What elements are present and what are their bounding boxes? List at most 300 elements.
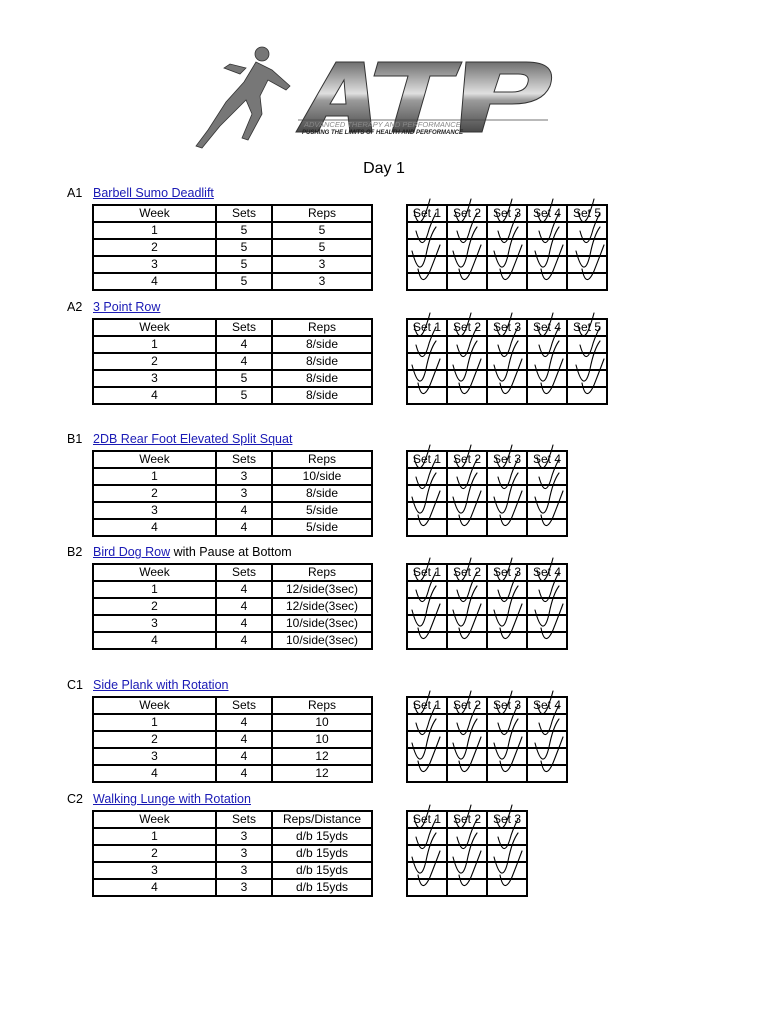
exercise-link[interactable]: Walking Lunge with Rotation — [93, 792, 251, 806]
log-cell[interactable] — [567, 273, 607, 290]
reps-cell: 3 — [272, 273, 372, 290]
plan-row — [93, 519, 372, 536]
log-cell[interactable] — [527, 336, 567, 353]
sets-cell: 4 — [216, 632, 272, 649]
week-cell: 4 — [93, 765, 216, 782]
log-row — [407, 468, 567, 485]
set-header: Set 2 — [447, 564, 487, 581]
log-row — [407, 581, 567, 598]
log-cell[interactable] — [567, 239, 607, 256]
log-cell[interactable] — [487, 353, 527, 370]
reps-cell: 10/side — [272, 468, 372, 485]
log-cell[interactable] — [447, 862, 487, 879]
log-cell[interactable] — [527, 615, 567, 632]
week-cell: 2 — [93, 598, 216, 615]
sets-cell: 4 — [216, 714, 272, 731]
sets-cell: 3 — [216, 828, 272, 845]
log-cell[interactable] — [447, 502, 487, 519]
log-cell[interactable] — [447, 485, 487, 502]
log-cell[interactable] — [407, 748, 447, 765]
log-cell[interactable] — [527, 731, 567, 748]
log-cell[interactable] — [407, 387, 447, 404]
log-cell[interactable] — [527, 748, 567, 765]
log-cell[interactable] — [407, 336, 447, 353]
exercise-note: with Pause at Bottom — [170, 545, 292, 559]
log-cell[interactable] — [407, 598, 447, 615]
week-cell: 2 — [93, 239, 216, 256]
log-cell[interactable] — [407, 879, 447, 896]
plan-table — [92, 318, 373, 405]
log-cell[interactable] — [487, 598, 527, 615]
plan-header-row — [93, 811, 372, 828]
log-cell[interactable] — [487, 845, 527, 862]
log-cell[interactable] — [407, 485, 447, 502]
sets-cell: 4 — [216, 336, 272, 353]
log-row — [407, 519, 567, 536]
plan-row — [93, 239, 372, 256]
plan-table — [92, 450, 373, 537]
set-log-table — [406, 318, 608, 405]
log-cell[interactable] — [447, 765, 487, 782]
log-cell[interactable] — [447, 748, 487, 765]
log-cell[interactable] — [487, 581, 527, 598]
exercise-section — [67, 544, 627, 660]
set-header: Set 4 — [527, 564, 567, 581]
log-cell[interactable] — [407, 273, 447, 290]
week-cell: 2 — [93, 845, 216, 862]
log-cell[interactable] — [407, 519, 447, 536]
log-cell[interactable] — [407, 468, 447, 485]
set-log-table — [406, 810, 528, 897]
log-cell[interactable] — [487, 731, 527, 748]
sets-cell: 5 — [216, 222, 272, 239]
svg-text:ADVANCED THERAPY AND PERFORMAN: ADVANCED THERAPY AND PERFORMANCE — [304, 120, 461, 129]
sets-cell: 3 — [216, 845, 272, 862]
runner-figure-icon — [196, 47, 290, 148]
set-header: Set 2 — [447, 451, 487, 468]
log-cell[interactable] — [567, 222, 607, 239]
exercise-header — [67, 791, 627, 807]
exercise-section — [67, 299, 627, 415]
log-cell[interactable] — [407, 370, 447, 387]
week-cell: 2 — [93, 353, 216, 370]
plan-header-row — [93, 319, 372, 336]
log-cell[interactable] — [447, 598, 487, 615]
exercise-header — [67, 677, 627, 693]
set-header: Set 3 — [487, 205, 527, 222]
log-cell[interactable] — [407, 239, 447, 256]
sets-cell: 4 — [216, 765, 272, 782]
sets-cell: 4 — [216, 502, 272, 519]
set-header: Set 4 — [527, 697, 567, 714]
set-header: Set 4 — [527, 319, 567, 336]
plan-row — [93, 615, 372, 632]
plan-row — [93, 370, 372, 387]
week-cell: 3 — [93, 256, 216, 273]
reps-cell: 8/side — [272, 387, 372, 404]
log-header-row — [407, 811, 527, 828]
log-row — [407, 879, 527, 896]
log-cell[interactable] — [447, 714, 487, 731]
log-cell[interactable] — [407, 714, 447, 731]
plan-header-row — [93, 697, 372, 714]
log-cell[interactable] — [447, 239, 487, 256]
sets-cell: 5 — [216, 370, 272, 387]
week-cell: 1 — [93, 468, 216, 485]
plan-row — [93, 336, 372, 353]
exercise-header — [67, 299, 627, 315]
sets-header: Sets — [216, 564, 272, 581]
week-cell: 1 — [93, 222, 216, 239]
set-log-table — [406, 204, 608, 291]
exercise-section — [67, 677, 627, 793]
exercise-code: C1 — [67, 678, 83, 692]
log-cell[interactable] — [447, 370, 487, 387]
week-cell: 3 — [93, 370, 216, 387]
set-header: Set 1 — [407, 564, 447, 581]
log-cell[interactable] — [527, 239, 567, 256]
set-header: Set 3 — [487, 811, 527, 828]
week-cell: 4 — [93, 273, 216, 290]
log-cell[interactable] — [447, 581, 487, 598]
week-cell: 1 — [93, 581, 216, 598]
reps-cell: 10/side(3sec) — [272, 632, 372, 649]
log-cell[interactable] — [447, 828, 487, 845]
log-cell[interactable] — [527, 370, 567, 387]
exercise-link[interactable]: Side Plank with Rotation — [93, 678, 229, 692]
svg-text:PUSHING THE LIMITS OF HEALTH A: PUSHING THE LIMITS OF HEALTH AND PERFORMANCE — [302, 130, 463, 136]
log-cell[interactable] — [567, 353, 607, 370]
exercise-code: B2 — [67, 545, 83, 559]
log-cell[interactable] — [447, 879, 487, 896]
log-cell[interactable] — [407, 862, 447, 879]
log-cell[interactable] — [447, 731, 487, 748]
reps-cell: d/b 15yds — [272, 879, 372, 896]
reps-cell: 10/side(3sec) — [272, 615, 372, 632]
log-header-row — [407, 319, 607, 336]
log-cell[interactable] — [567, 256, 607, 273]
log-cell[interactable] — [447, 273, 487, 290]
log-cell[interactable] — [567, 387, 607, 404]
log-cell[interactable] — [527, 273, 567, 290]
log-cell[interactable] — [487, 485, 527, 502]
plan-header-row — [93, 564, 372, 581]
sets-cell: 4 — [216, 615, 272, 632]
exercise-link[interactable]: 3 Point Row — [93, 300, 161, 314]
log-row — [407, 731, 567, 748]
reps-cell: 3 — [272, 256, 372, 273]
log-cell[interactable] — [447, 615, 487, 632]
reps-cell: 8/side — [272, 370, 372, 387]
plan-table — [92, 563, 373, 650]
log-cell[interactable] — [407, 845, 447, 862]
log-cell[interactable] — [487, 632, 527, 649]
exercise-header — [67, 185, 627, 201]
exercise-section — [67, 791, 627, 907]
log-header-row — [407, 205, 607, 222]
log-cell[interactable] — [487, 387, 527, 404]
log-header-row — [407, 564, 567, 581]
log-cell[interactable] — [407, 256, 447, 273]
plan-row — [93, 862, 372, 879]
log-row — [407, 353, 607, 370]
reps-cell: 10 — [272, 714, 372, 731]
week-cell: 4 — [93, 879, 216, 896]
exercise-section — [67, 431, 627, 547]
log-cell[interactable] — [447, 468, 487, 485]
sets-cell: 3 — [216, 862, 272, 879]
week-cell: 1 — [93, 828, 216, 845]
set-header: Set 2 — [447, 205, 487, 222]
sets-header: Sets — [216, 451, 272, 468]
log-cell[interactable] — [527, 765, 567, 782]
set-header: Set 1 — [407, 811, 447, 828]
sets-cell: 5 — [216, 239, 272, 256]
log-row — [407, 828, 527, 845]
sets-cell: 5 — [216, 273, 272, 290]
log-header-row — [407, 697, 567, 714]
week-cell: 3 — [93, 502, 216, 519]
log-cell[interactable] — [527, 256, 567, 273]
log-cell[interactable] — [487, 336, 527, 353]
log-cell[interactable] — [527, 485, 567, 502]
log-cell[interactable] — [487, 222, 527, 239]
set-log-table — [406, 696, 568, 783]
log-cell[interactable] — [447, 222, 487, 239]
log-row — [407, 485, 567, 502]
log-cell[interactable] — [527, 387, 567, 404]
log-cell[interactable] — [487, 468, 527, 485]
week-header: Week — [93, 697, 216, 714]
set-header: Set 2 — [447, 697, 487, 714]
log-cell[interactable] — [407, 222, 447, 239]
log-cell[interactable] — [447, 845, 487, 862]
set-header: Set 1 — [407, 451, 447, 468]
log-cell[interactable] — [487, 239, 527, 256]
week-cell: 1 — [93, 336, 216, 353]
set-header: Set 1 — [407, 319, 447, 336]
log-row — [407, 256, 607, 273]
plan-row — [93, 714, 372, 731]
sets-cell: 4 — [216, 353, 272, 370]
log-cell[interactable] — [487, 765, 527, 782]
set-header: Set 4 — [527, 205, 567, 222]
log-cell[interactable] — [487, 615, 527, 632]
log-cell[interactable] — [407, 615, 447, 632]
week-cell: 1 — [93, 714, 216, 731]
plan-row — [93, 598, 372, 615]
log-cell[interactable] — [527, 468, 567, 485]
week-cell: 2 — [93, 485, 216, 502]
log-row — [407, 387, 607, 404]
sets-cell: 5 — [216, 387, 272, 404]
sets-header: Sets — [216, 205, 272, 222]
plan-row — [93, 748, 372, 765]
log-cell[interactable] — [487, 862, 527, 879]
set-log-table — [406, 563, 568, 650]
log-cell[interactable] — [487, 502, 527, 519]
exercise-section — [67, 185, 627, 301]
sets-header: Sets — [216, 319, 272, 336]
log-cell[interactable] — [407, 632, 447, 649]
log-cell[interactable] — [447, 632, 487, 649]
reps-cell: d/b 15yds — [272, 828, 372, 845]
log-cell[interactable] — [567, 370, 607, 387]
log-row — [407, 502, 567, 519]
reps-cell: 8/side — [272, 485, 372, 502]
logo-graphic — [186, 42, 558, 154]
plan-table — [92, 810, 373, 897]
reps-header: Reps — [272, 451, 372, 468]
log-row — [407, 222, 607, 239]
plan-row — [93, 502, 372, 519]
log-cell[interactable] — [487, 714, 527, 731]
reps-header: Reps — [272, 319, 372, 336]
log-cell[interactable] — [407, 502, 447, 519]
log-cell[interactable] — [487, 256, 527, 273]
week-cell: 3 — [93, 615, 216, 632]
reps-cell: 8/side — [272, 336, 372, 353]
sets-cell: 4 — [216, 519, 272, 536]
reps-header: Reps/Distance — [272, 811, 372, 828]
log-row — [407, 748, 567, 765]
log-row — [407, 239, 607, 256]
week-header: Week — [93, 811, 216, 828]
week-cell: 4 — [93, 519, 216, 536]
log-cell[interactable] — [447, 256, 487, 273]
log-cell[interactable] — [407, 731, 447, 748]
reps-header: Reps — [272, 564, 372, 581]
log-cell[interactable] — [527, 581, 567, 598]
plan-row — [93, 387, 372, 404]
plan-header-row — [93, 451, 372, 468]
sets-header: Sets — [216, 811, 272, 828]
sets-cell: 4 — [216, 581, 272, 598]
plan-row — [93, 845, 372, 862]
sets-header: Sets — [216, 697, 272, 714]
log-row — [407, 336, 607, 353]
log-cell[interactable] — [487, 273, 527, 290]
plan-row — [93, 256, 372, 273]
set-header: Set 2 — [447, 811, 487, 828]
exercise-code: A1 — [67, 186, 83, 200]
reps-cell: 5/side — [272, 502, 372, 519]
plan-row — [93, 581, 372, 598]
plan-row — [93, 879, 372, 896]
log-cell[interactable] — [487, 370, 527, 387]
exercise-header — [67, 544, 627, 560]
log-cell[interactable] — [487, 879, 527, 896]
exercise-header — [67, 431, 627, 447]
log-cell[interactable] — [527, 353, 567, 370]
plan-header-row — [93, 205, 372, 222]
log-row — [407, 845, 527, 862]
exercise-code: B1 — [67, 432, 83, 446]
log-cell[interactable] — [447, 336, 487, 353]
plan-row — [93, 765, 372, 782]
log-cell[interactable] — [447, 519, 487, 536]
log-row — [407, 862, 527, 879]
log-cell[interactable] — [567, 336, 607, 353]
log-header-row — [407, 451, 567, 468]
sets-cell: 3 — [216, 879, 272, 896]
reps-cell: 12 — [272, 748, 372, 765]
log-cell[interactable] — [407, 581, 447, 598]
log-cell[interactable] — [527, 519, 567, 536]
exercise-link[interactable]: 2DB Rear Foot Elevated Split Squat — [93, 432, 293, 446]
log-cell[interactable] — [447, 387, 487, 404]
log-cell[interactable] — [487, 828, 527, 845]
week-header: Week — [93, 319, 216, 336]
plan-row — [93, 828, 372, 845]
week-header: Week — [93, 205, 216, 222]
set-header: Set 3 — [487, 697, 527, 714]
week-cell: 4 — [93, 387, 216, 404]
log-cell[interactable] — [407, 353, 447, 370]
log-cell[interactable] — [527, 598, 567, 615]
log-row — [407, 632, 567, 649]
reps-cell: d/b 15yds — [272, 845, 372, 862]
set-header: Set 1 — [407, 697, 447, 714]
log-cell[interactable] — [407, 828, 447, 845]
sets-cell: 4 — [216, 598, 272, 615]
plan-row — [93, 468, 372, 485]
reps-cell: 12/side(3sec) — [272, 598, 372, 615]
plan-table — [92, 204, 373, 291]
week-cell: 2 — [93, 731, 216, 748]
atp-logo — [186, 42, 558, 154]
log-row — [407, 598, 567, 615]
exercise-link[interactable]: Barbell Sumo Deadlift — [93, 186, 214, 200]
reps-cell: 12/side(3sec) — [272, 581, 372, 598]
log-row — [407, 765, 567, 782]
week-cell: 4 — [93, 632, 216, 649]
log-row — [407, 615, 567, 632]
plan-row — [93, 731, 372, 748]
plan-row — [93, 222, 372, 239]
reps-cell: 5/side — [272, 519, 372, 536]
log-cell[interactable] — [527, 632, 567, 649]
exercise-link[interactable]: Bird Dog Row — [93, 545, 171, 559]
log-row — [407, 273, 607, 290]
log-cell[interactable] — [527, 502, 567, 519]
reps-header: Reps — [272, 697, 372, 714]
log-cell[interactable] — [527, 714, 567, 731]
sets-cell: 4 — [216, 731, 272, 748]
log-cell[interactable] — [487, 748, 527, 765]
reps-header: Reps — [272, 205, 372, 222]
log-row — [407, 370, 607, 387]
exercise-code: C2 — [67, 792, 83, 806]
sets-cell: 5 — [216, 256, 272, 273]
log-cell[interactable] — [407, 765, 447, 782]
set-header: Set 3 — [487, 319, 527, 336]
sets-cell: 3 — [216, 485, 272, 502]
plan-row — [93, 273, 372, 290]
plan-row — [93, 632, 372, 649]
sets-cell: 4 — [216, 748, 272, 765]
reps-cell: 5 — [272, 222, 372, 239]
reps-cell: 5 — [272, 239, 372, 256]
reps-cell: 12 — [272, 765, 372, 782]
set-header: Set 4 — [527, 451, 567, 468]
log-cell[interactable] — [447, 353, 487, 370]
set-header: Set 1 — [407, 205, 447, 222]
log-cell[interactable] — [487, 519, 527, 536]
log-cell[interactable] — [527, 222, 567, 239]
reps-cell: 10 — [272, 731, 372, 748]
plan-row — [93, 353, 372, 370]
